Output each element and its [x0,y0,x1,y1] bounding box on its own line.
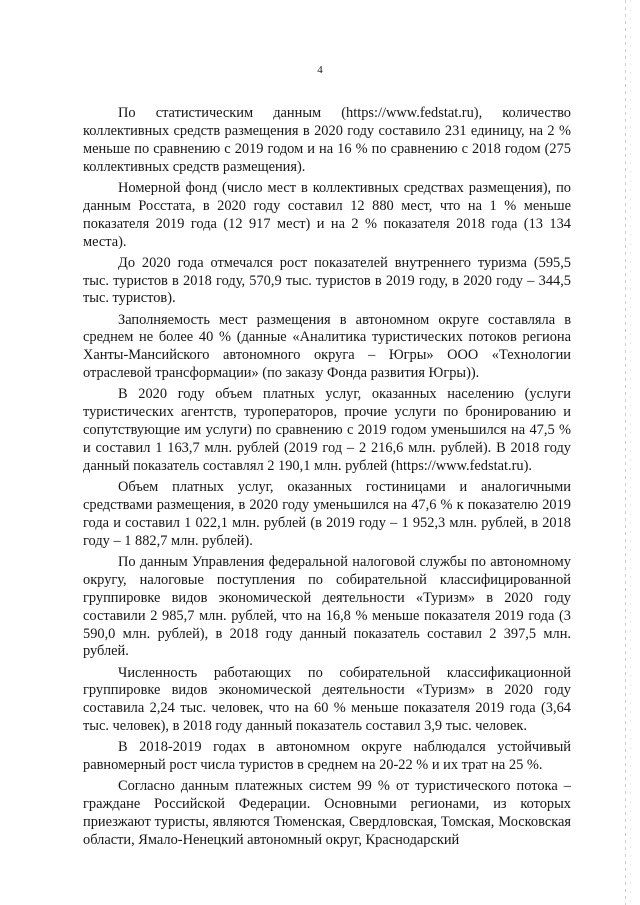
paragraph-occupancy: Заполняемость мест размещения в автономном округе составляла в среднем не более 40 % (данные «Аналитика туристических потоков региона Ханты-Мансийского автономного округа – Югры» ООО «Технологии отраслевой трансформации» (по заказу Фонда развития Югры)). [83,311,571,382]
scan-edge-line-secondary [630,0,631,905]
paragraph-tax-revenue: По данным Управления федеральной налоговой службы по автономному округу, налоговые поступления по собирательной классифицированной группировке видов экономической деятельности «Туризм» в 2020 году составили 2 985,7 млн. рублей, что на 16,8 % меньше показателя 2019 года (3 590,0 млн. рублей), в 2018 году данный показатель составил 2 397,5 млн. рублей. [83,553,571,660]
paragraph-domestic-tourism: До 2020 года отмечался рост показателей внутреннего туризма (595,5 тыс. туристов в 2018 году, 570,9 тыс. туристов в 2019 году, в 2020 году – 344,5 тыс. туристов). [83,254,571,307]
page-number: 4 [317,64,323,76]
document-body [83,105,571,853]
paragraph-employment: Численность работающих по собирательной классификационной группировке видов экономической деятельности «Туризм» в 2020 году составила 2,24 тыс. человек, что на 60 % меньше показателя 2019 года (3,64 тыс. человек), в 2018 году данный показатель составил 3,9 тыс. человек. [83,664,571,735]
scan-edge-line [625,0,626,905]
paragraph-paid-services: В 2020 году объем платных услуг, оказанных населению (услуги туристических агентств, туроператоров, прочие услуги по бронированию и сопутствующие им услуги) по сравнению с 2019 годом уменьшился на 47,5 % и составил 1 163,7 млн. рублей (2019 год – 2 216,6 млн. рублей). В 2018 году данный показатель составлял 2 190,1 млн. рублей (https://www.fedstat.ru). [83,386,571,474]
paragraph-tourist-growth: В 2018-2019 годах в автономном округе наблюдался устойчивый равномерный рост числа туристов в среднем на 20-22 % и их трат на 25 %. [83,739,571,774]
paragraph-hotel-services: Объем платных услуг, оказанных гостиницами и аналогичными средствами размещения, в 2020 году уменьшился на 47,6 % к показателю 2019 года и составил 1 022,1 млн. рублей (в 2019 году – 1 952,3 млн. рублей, в 2018 году – 1 882,7 млн. рублей). [83,479,571,549]
paragraph-payment-systems: Согласно данным платежных систем 99 % от туристического потока – граждане Российской Федерации. Основными регионами, из которых приезжают туристы, являются Тюменская, Свердловская, Томская, Московская области, Ямало-Ненецкий автономный округ, Краснодарский [83,778,571,849]
paragraph-room-fund: Номерной фонд (число мест в коллективных средствах размещения), по данным Росстата, в 2020 году составил 12 880 мест, что на 1 % меньше показателя 2019 года (12 917 мест) и на 2 % показателя 2018 года (13 134 места). [83,179,571,250]
paragraph-accommodation-count: По статистическим данным (https://www.fedstat.ru), количество коллективных средств размещения в 2020 году составило 231 единицу, на 2 % меньше по сравнению с 2019 годом и на 16 % по сравнению с 2018 годом (275 коллективных средств размещения). [83,105,571,175]
